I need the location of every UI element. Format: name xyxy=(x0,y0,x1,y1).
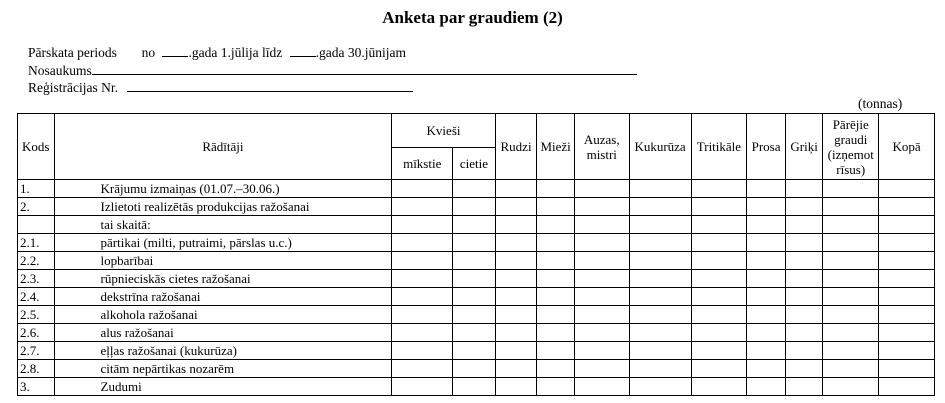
table-row xyxy=(18,234,935,252)
table-row xyxy=(18,342,935,360)
value-cell[interactable] xyxy=(823,324,879,342)
value-cell[interactable] xyxy=(495,180,537,198)
col-wheat-hard-header: cietie xyxy=(453,148,496,180)
value-cell[interactable] xyxy=(574,198,629,216)
row-code: 2.8. xyxy=(18,360,55,378)
table-row xyxy=(18,324,935,342)
value-cell[interactable] xyxy=(537,234,575,252)
value-cell[interactable] xyxy=(453,324,496,342)
value-cell[interactable] xyxy=(629,378,691,396)
row-code: 2.5. xyxy=(18,306,55,324)
row-label: dekstrīna ražošanai xyxy=(54,288,392,306)
period-label: Pārskata periods xyxy=(28,45,117,60)
name-line xyxy=(28,63,637,79)
value-cell[interactable] xyxy=(392,216,453,234)
value-cell[interactable] xyxy=(747,252,786,270)
value-cell[interactable] xyxy=(879,378,935,396)
value-cell[interactable] xyxy=(691,198,747,216)
value-cell[interactable] xyxy=(823,180,879,198)
value-cell[interactable] xyxy=(495,216,537,234)
table-row xyxy=(18,306,935,324)
value-cell[interactable] xyxy=(691,216,747,234)
value-cell[interactable] xyxy=(537,378,575,396)
row-code: 2.1. xyxy=(18,234,55,252)
year-from-blank[interactable] xyxy=(162,45,188,57)
value-cell[interactable] xyxy=(879,360,935,378)
value-cell[interactable] xyxy=(747,306,786,324)
reg-label: Reģistrācijas Nr. xyxy=(28,80,118,95)
value-cell[interactable] xyxy=(392,288,453,306)
row-label: pārtikai (milti, putraimi, pārslas u.c.) xyxy=(54,234,392,252)
value-cell[interactable] xyxy=(574,378,629,396)
other-line-2: graudi xyxy=(834,131,868,147)
value-cell[interactable] xyxy=(453,360,496,378)
col-millet-header: Prosa xyxy=(747,114,786,180)
value-cell[interactable] xyxy=(747,234,786,252)
value-cell[interactable] xyxy=(785,324,823,342)
value-cell[interactable] xyxy=(879,270,935,288)
other-line-1: Pārējie xyxy=(832,116,869,132)
value-cell[interactable] xyxy=(629,234,691,252)
col-maize-header: Kukurūza xyxy=(629,114,691,180)
col-total-header: Kopā xyxy=(879,114,935,180)
row-label: alus ražošanai xyxy=(54,324,392,342)
value-cell[interactable] xyxy=(392,324,453,342)
value-cell[interactable] xyxy=(574,234,629,252)
value-cell[interactable] xyxy=(495,378,537,396)
value-cell[interactable] xyxy=(691,360,747,378)
value-cell[interactable] xyxy=(747,324,786,342)
value-cell[interactable] xyxy=(629,324,691,342)
value-cell[interactable] xyxy=(495,270,537,288)
value-cell[interactable] xyxy=(879,198,935,216)
value-cell[interactable] xyxy=(879,252,935,270)
value-cell[interactable] xyxy=(629,180,691,198)
value-cell[interactable] xyxy=(453,252,496,270)
value-cell[interactable] xyxy=(785,378,823,396)
value-cell[interactable] xyxy=(574,342,629,360)
value-cell[interactable] xyxy=(495,198,537,216)
row-label: rūpnieciskās cietes ražošanai xyxy=(54,270,392,288)
value-cell[interactable] xyxy=(785,180,823,198)
col-wheat-soft-header: mīkstie xyxy=(392,148,453,180)
value-cell[interactable] xyxy=(879,324,935,342)
value-cell[interactable] xyxy=(574,288,629,306)
value-cell[interactable] xyxy=(747,378,786,396)
row-code: 2.3. xyxy=(18,270,55,288)
value-cell[interactable] xyxy=(879,342,935,360)
value-cell[interactable] xyxy=(691,234,747,252)
value-cell[interactable] xyxy=(537,324,575,342)
col-code-header: Kods xyxy=(18,114,55,180)
value-cell[interactable] xyxy=(879,180,935,198)
value-cell[interactable] xyxy=(691,324,747,342)
value-cell[interactable] xyxy=(823,216,879,234)
period-mid-label: .gada 1.jūlija līdz xyxy=(188,45,283,60)
units-label: (tonnas) xyxy=(858,96,903,111)
row-label: citām nepārtikas nozarēm xyxy=(54,360,392,378)
row-label: eļļas ražošanai (kukurūza) xyxy=(54,342,392,360)
value-cell[interactable] xyxy=(392,306,453,324)
value-cell[interactable] xyxy=(879,234,935,252)
other-line-4: rīsus) xyxy=(836,161,866,177)
value-cell[interactable] xyxy=(392,378,453,396)
reg-line xyxy=(28,80,413,96)
table-row xyxy=(18,198,935,216)
value-cell[interactable] xyxy=(747,342,786,360)
value-cell[interactable] xyxy=(691,378,747,396)
period-line xyxy=(28,45,406,61)
row-code: 2.6. xyxy=(18,324,55,342)
col-wheat-header: Kvieši xyxy=(392,114,495,148)
value-cell[interactable] xyxy=(537,198,575,216)
oats-line-2: mistri xyxy=(586,146,617,162)
form-title: Anketa par graudiem (2) xyxy=(382,8,563,27)
value-cell[interactable] xyxy=(574,306,629,324)
row-code: 2.7. xyxy=(18,342,55,360)
value-cell[interactable] xyxy=(574,360,629,378)
value-cell[interactable] xyxy=(629,252,691,270)
year-to-blank[interactable] xyxy=(290,45,316,57)
value-cell[interactable] xyxy=(785,270,823,288)
row-label: Zudumi xyxy=(54,378,392,396)
value-cell[interactable] xyxy=(537,252,575,270)
col-rye-header: Rudzi xyxy=(495,114,537,180)
value-cell[interactable] xyxy=(629,270,691,288)
value-cell[interactable] xyxy=(537,288,575,306)
name-label: Nosaukums xyxy=(28,63,92,78)
value-cell[interactable] xyxy=(453,270,496,288)
value-cell[interactable] xyxy=(574,180,629,198)
reg-blank[interactable] xyxy=(127,80,413,92)
value-cell[interactable] xyxy=(574,270,629,288)
value-cell[interactable] xyxy=(747,360,786,378)
table-row xyxy=(18,216,935,234)
value-cell[interactable] xyxy=(691,342,747,360)
value-cell[interactable] xyxy=(747,198,786,216)
grain-table xyxy=(17,113,935,396)
row-code: 2. xyxy=(18,198,55,216)
row-code: 1. xyxy=(18,180,55,198)
row-code: 2.2. xyxy=(18,252,55,270)
value-cell[interactable] xyxy=(747,270,786,288)
value-cell[interactable] xyxy=(747,288,786,306)
col-barley-header: Mieži xyxy=(537,114,575,180)
oats-line-1: Auzas, xyxy=(583,131,620,147)
row-label: Izlietoti realizētās produkcijas ražošanai xyxy=(54,198,392,216)
name-blank[interactable] xyxy=(92,63,637,75)
row-label: Krājumu izmaiņas (01.07.–30.06.) xyxy=(54,180,392,198)
table-body xyxy=(18,180,935,396)
table-row xyxy=(18,180,935,198)
value-cell[interactable] xyxy=(691,288,747,306)
value-cell[interactable] xyxy=(629,288,691,306)
value-cell[interactable] xyxy=(785,234,823,252)
value-cell[interactable] xyxy=(495,252,537,270)
value-cell[interactable] xyxy=(537,180,575,198)
period-from-label: no xyxy=(141,45,156,60)
value-cell[interactable] xyxy=(392,234,453,252)
row-label: tai skaitā: xyxy=(54,216,392,234)
value-cell[interactable] xyxy=(495,234,537,252)
value-cell[interactable] xyxy=(823,306,879,324)
value-cell[interactable] xyxy=(691,270,747,288)
value-cell[interactable] xyxy=(785,306,823,324)
value-cell[interactable] xyxy=(823,378,879,396)
value-cell[interactable] xyxy=(879,288,935,306)
value-cell[interactable] xyxy=(629,198,691,216)
col-buckwheat-header: Griķi xyxy=(785,114,823,180)
value-cell[interactable] xyxy=(574,252,629,270)
value-cell[interactable] xyxy=(495,288,537,306)
value-cell[interactable] xyxy=(823,342,879,360)
value-cell[interactable] xyxy=(785,288,823,306)
value-cell[interactable] xyxy=(453,378,496,396)
value-cell[interactable] xyxy=(879,306,935,324)
value-cell[interactable] xyxy=(785,198,823,216)
value-cell[interactable] xyxy=(629,360,691,378)
table-row xyxy=(18,378,935,396)
value-cell[interactable] xyxy=(495,360,537,378)
value-cell[interactable] xyxy=(495,306,537,324)
row-code: 2.4. xyxy=(18,288,55,306)
value-cell[interactable] xyxy=(823,234,879,252)
value-cell[interactable] xyxy=(453,180,496,198)
row-code xyxy=(18,216,55,234)
other-line-3: (izņemot xyxy=(827,146,874,162)
value-cell[interactable] xyxy=(392,252,453,270)
col-other-header xyxy=(823,114,879,180)
value-cell[interactable] xyxy=(453,288,496,306)
value-cell[interactable] xyxy=(629,216,691,234)
value-cell[interactable] xyxy=(453,216,496,234)
table-row xyxy=(18,360,935,378)
value-cell[interactable] xyxy=(537,342,575,360)
value-cell[interactable] xyxy=(747,216,786,234)
value-cell[interactable] xyxy=(453,306,496,324)
value-cell[interactable] xyxy=(823,198,879,216)
value-cell[interactable] xyxy=(785,342,823,360)
value-cell[interactable] xyxy=(537,270,575,288)
value-cell[interactable] xyxy=(785,252,823,270)
value-cell[interactable] xyxy=(629,306,691,324)
value-cell[interactable] xyxy=(879,216,935,234)
col-triticale-header: Tritikāle xyxy=(691,114,747,180)
value-cell[interactable] xyxy=(574,216,629,234)
value-cell[interactable] xyxy=(691,306,747,324)
value-cell[interactable] xyxy=(392,270,453,288)
value-cell[interactable] xyxy=(574,324,629,342)
value-cell[interactable] xyxy=(453,234,496,252)
value-cell[interactable] xyxy=(537,306,575,324)
value-cell[interactable] xyxy=(629,342,691,360)
value-cell[interactable] xyxy=(785,216,823,234)
value-cell[interactable] xyxy=(392,180,453,198)
value-cell[interactable] xyxy=(691,252,747,270)
value-cell[interactable] xyxy=(392,198,453,216)
value-cell[interactable] xyxy=(537,360,575,378)
value-cell[interactable] xyxy=(537,216,575,234)
value-cell[interactable] xyxy=(747,180,786,198)
value-cell[interactable] xyxy=(392,360,453,378)
table-row xyxy=(18,288,935,306)
value-cell[interactable] xyxy=(823,360,879,378)
value-cell[interactable] xyxy=(453,342,496,360)
table-row xyxy=(18,270,935,288)
value-cell[interactable] xyxy=(785,360,823,378)
col-indicator-header: Rādītāji xyxy=(54,114,392,180)
row-label: alkohola ražošanai xyxy=(54,306,392,324)
col-oats-header xyxy=(574,114,629,180)
value-cell[interactable] xyxy=(495,342,537,360)
period-end-label: .gada 30.jūnijam xyxy=(315,45,406,60)
table-row xyxy=(18,252,935,270)
value-cell[interactable] xyxy=(823,288,879,306)
row-code: 3. xyxy=(18,378,55,396)
value-cell[interactable] xyxy=(691,180,747,198)
value-cell[interactable] xyxy=(823,252,879,270)
value-cell[interactable] xyxy=(495,324,537,342)
row-label: lopbarībai xyxy=(54,252,392,270)
value-cell[interactable] xyxy=(392,342,453,360)
value-cell[interactable] xyxy=(453,198,496,216)
value-cell[interactable] xyxy=(823,270,879,288)
